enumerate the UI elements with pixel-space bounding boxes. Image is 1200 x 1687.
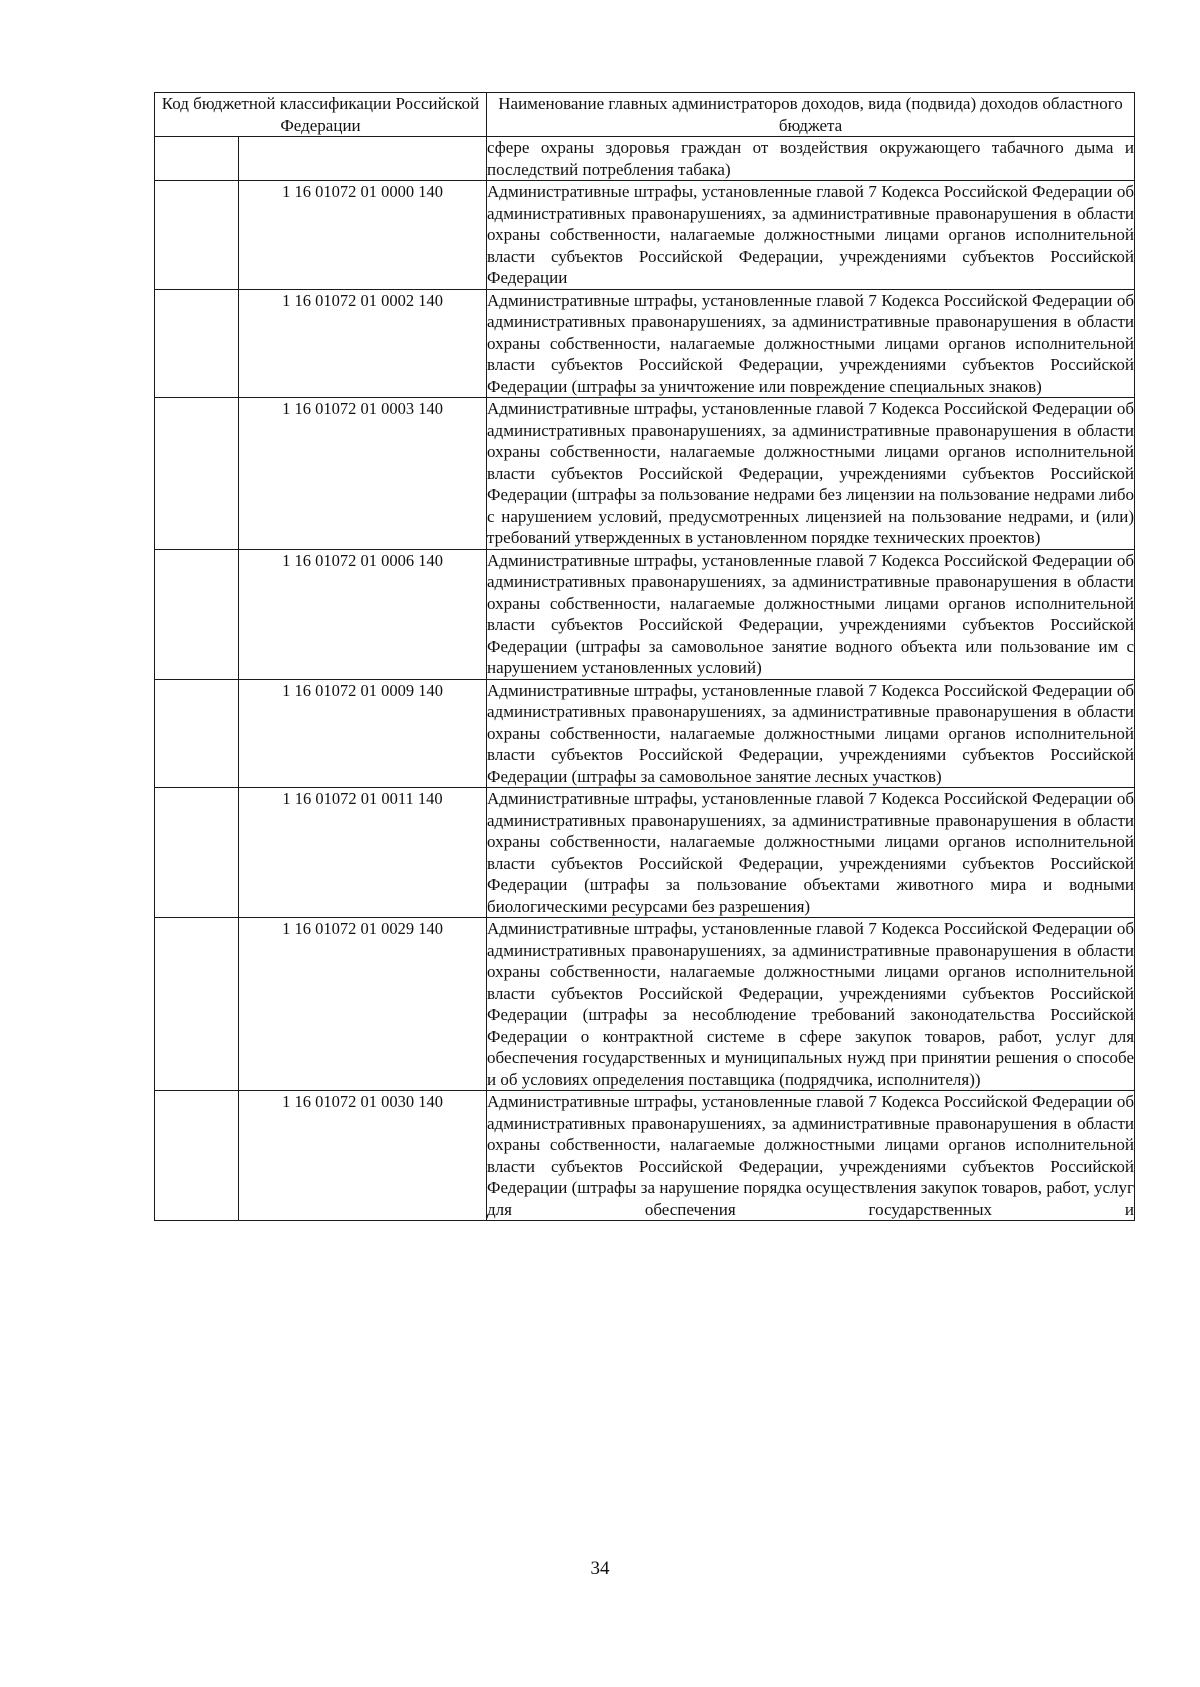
income-name-cell: Административные штрафы, установленные главой 7 Кодекса Российской Федерации об административных правонарушениях, за административные правонарушения в области охраны собственности, налагаемые должностными лицами органов исполнительной власти субъектов Российской Федерации, учреждениями субъектов Российской Федерации	[487, 182, 1135, 287]
table-row	[155, 1091, 1135, 1221]
income-name-cell: Административные штрафы, установленные главой 7 Кодекса Российской Федерации об административных правонарушениях, за административные правонарушения в области охраны собственности, налагаемые должностными лицами органов исполнительной власти субъектов Российской Федерации, учреждениями субъектов Российской Федерации (штрафы за пользование объектами животного мира и водными биологическими ресурсами без разрешения)	[487, 789, 1135, 916]
table-row	[155, 679, 1135, 788]
admin-code-cell	[155, 679, 239, 788]
income-name-cell: Административные штрафы, установленные главой 7 Кодекса Российской Федерации об административных правонарушениях, за административные правонарушения в области охраны собственности, налагаемые должностными лицами органов исполнительной власти субъектов Российской Федерации, учреждениями субъектов Российской Федерации (штрафы за нарушение порядка осуществления закупок товаров, работ, услуг для обеспечения государственных и	[487, 1092, 1135, 1219]
income-name-cell: Административные штрафы, установленные главой 7 Кодекса Российской Федерации об административных правонарушениях, за административные правонарушения в области охраны собственности, налагаемые должностными лицами органов исполнительной власти субъектов Российской Федерации, учреждениями субъектов Российской Федерации (штрафы за несоблюдение требований законодательства Российской Федерации о контрактной системе в сфере закупок товаров, работ, услуг для обеспечения государственных и муниципальных нужд при принятии решения о способе и об условиях определения поставщика (подрядчика, исполнителя))	[487, 919, 1135, 1089]
budget-code-cell	[239, 137, 487, 181]
budget-classification-table	[154, 92, 1135, 1221]
income-name-cell: Административные штрафы, установленные главой 7 Кодекса Российской Федерации об административных правонарушениях, за административные правонарушения в области охраны собственности, налагаемые должностными лицами органов исполнительной власти субъектов Российской Федерации, учреждениями субъектов Российской Федерации (штрафы за самовольное занятие водного объекта или пользование им с нарушением установленных условий)	[487, 550, 1135, 677]
table-body	[155, 137, 1135, 1221]
admin-code-cell	[155, 1091, 239, 1221]
table-row	[155, 398, 1135, 550]
admin-code-cell	[155, 289, 239, 398]
table-row	[155, 289, 1135, 398]
admin-code-cell	[155, 918, 239, 1091]
budget-code-cell: 1 16 01072 01 0029 140	[239, 918, 487, 1091]
table-row	[155, 549, 1135, 679]
budget-code-cell: 1 16 01072 01 0009 140	[239, 679, 487, 788]
budget-code-cell: 1 16 01072 01 0000 140	[239, 181, 487, 290]
header-name-column: Наименование главных администраторов доходов, вида (подвида) доходов областного бюджета	[487, 93, 1135, 137]
table-row	[155, 788, 1135, 918]
income-name-cell: Административные штрафы, установленные главой 7 Кодекса Российской Федерации об административных правонарушениях, за административные правонарушения в области охраны собственности, налагаемые должностными лицами органов исполнительной власти субъектов Российской Федерации, учреждениями субъектов Российской Федерации (штрафы за самовольное занятие лесных участков)	[487, 680, 1135, 786]
budget-code-cell: 1 16 01072 01 0011 140	[239, 788, 487, 918]
income-name-cell: сфере охраны здоровья граждан от воздействия окружающего табачного дыма и последствий потребления табака)	[487, 138, 1135, 179]
admin-code-cell	[155, 398, 239, 550]
budget-code-cell: 1 16 01072 01 0003 140	[239, 398, 487, 550]
budget-code-cell: 1 16 01072 01 0030 140	[239, 1091, 487, 1221]
admin-code-cell	[155, 181, 239, 290]
admin-code-cell	[155, 549, 239, 679]
income-name-cell: Административные штрафы, установленные главой 7 Кодекса Российской Федерации об административных правонарушениях, за административные правонарушения в области охраны собственности, налагаемые должностными лицами органов исполнительной власти субъектов Российской Федерации, учреждениями субъектов Российской Федерации (штрафы за уничтожение или повреждение специальных знаков)	[487, 290, 1135, 396]
table-row	[155, 181, 1135, 290]
admin-code-cell	[155, 788, 239, 918]
budget-code-cell: 1 16 01072 01 0002 140	[239, 289, 487, 398]
header-code-column: Код бюджетной классификации Российской Федерации	[155, 93, 487, 137]
table-row	[155, 137, 1135, 181]
table-row	[155, 918, 1135, 1091]
budget-code-cell: 1 16 01072 01 0006 140	[239, 549, 487, 679]
page-number: 34	[590, 1558, 610, 1579]
admin-code-cell	[155, 137, 239, 181]
table-header-row	[155, 93, 1135, 137]
income-name-cell: Административные штрафы, установленные главой 7 Кодекса Российской Федерации об административных правонарушениях, за административные правонарушения в области охраны собственности, налагаемые должностными лицами органов исполнительной власти субъектов Российской Федерации, учреждениями субъектов Российской Федерации (штрафы за пользование недрами без лицензии на пользование недрами либо с нарушением условий, предусмотренных лицензией на пользование недрами, и (или) требований утвержденных в установленном порядке технических проектов)	[487, 399, 1135, 547]
